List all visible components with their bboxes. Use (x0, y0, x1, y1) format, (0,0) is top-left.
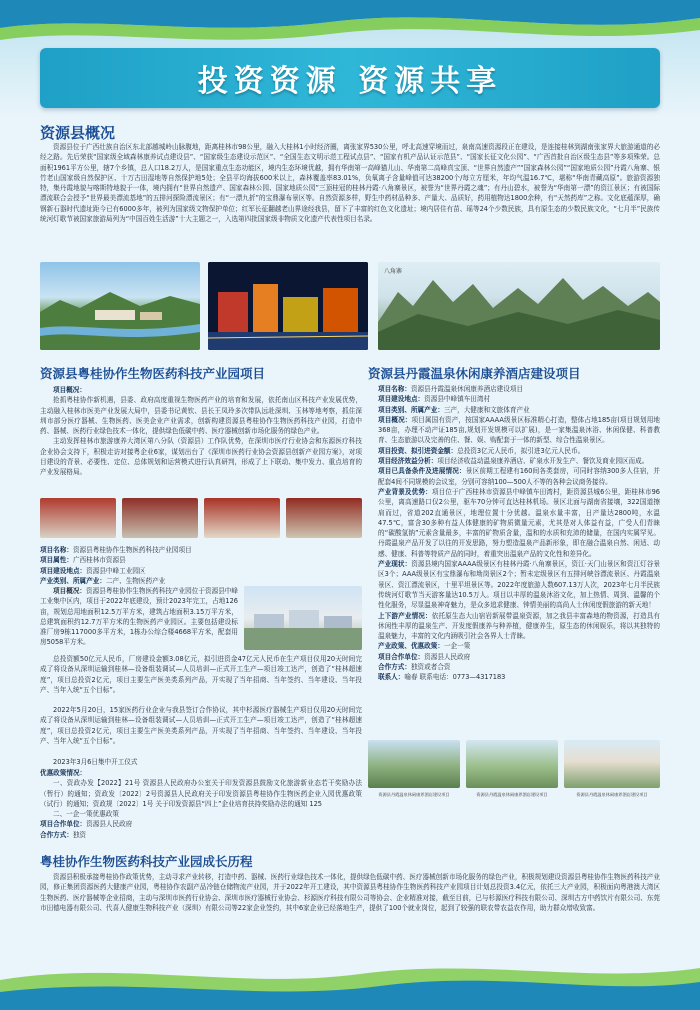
right-field-5: 项目经济效益分析：项目经济收益动温泉康养酒店、矿泉水开发生产、餐饮及商业园区而成。 (378, 457, 649, 466)
overview-title: 资源县概况 (40, 124, 116, 142)
left-intro-label: 项目概况： (53, 587, 87, 595)
left-project-title: 资源县粤桂协作生物医药科技产业园项目 (40, 366, 266, 381)
right-field-10: 产业政策、优惠政策：一企一策 (378, 642, 471, 651)
left-overview-label: 项目概况： (53, 386, 86, 394)
left-field-name: 项目名称：资源县粤桂协作生物医药科技产业园项目 (40, 546, 192, 554)
industrial-park-photo (244, 586, 362, 650)
right-field-1: 项目建设地点：资源县中峰镇车田湾村 (378, 395, 491, 404)
left-contact-unit: 项目合作单位：资源县人民政府 (40, 820, 133, 829)
hotel-photo-3 (564, 740, 660, 788)
left-overview (40, 385, 362, 478)
left-policy-label: 优惠政策情况： (40, 769, 87, 777)
night-town-photo (208, 262, 368, 350)
page-banner (40, 48, 660, 108)
left-text2: 主动发挥桂林市旅游康养大湾区第八分队（资源县）工作队优势，在深圳市医疗行业协会和东源医疗科技企业协会支持下，积极走访对接粤企业6家，谋划出台了《深圳市医药行业协会资源县创新产业园方案》，对项目建设的背景、必要性、定位、总体规划和运营模式进行认真研判，形成了上下联动、集中发力、重点培育的产业发展格局。 (40, 437, 362, 477)
left-field-attr: 项目属性：广西桂林市资源县 (40, 556, 126, 565)
danxia-mountains-photo (378, 262, 660, 350)
left-field-category: 产业类别、所属产业：二产、生物医药产业 (40, 576, 166, 585)
left-text3: 总投资额50亿元人民币，厂房建设金额3.08亿元，拟引进资金47亿元人民币在生产项目仪用20天时间完成了将设备从深圳运输到桂林—设备组装调试—人员培训—正式开工生产—项目竣工达产，创造了“桂林超速度”，项目总投资2亿元，项目主要生产医美类系列产品，开实现了当年招商、当年签约、当年建设、当年投产、当年入统“五个目标”。 (40, 655, 362, 694)
left-overview-text: 抢抓粤桂协作新机遇，县委、政府高度重视生物医药产业的培育和发展，依托南山区科技产业发展优势，主动融入桂林市医美产业发展大局中，县委书记黄钦、县长王凤玲多次带队远赴深圳、玉林等地考察，抓住深圳市部分医疗器械、生物医药、医美企业产业需求，创新构建资源县粤桂协作生物医药科技产业园，打造中药、器械、医药行业绿色技术一体化，提供绿色低碳中药、医疗器械创新市场化服务的绿色产业。 (40, 396, 362, 436)
hotel-caption-2: 资源县丹霞温泉休闲康养酒店建设项目 (476, 792, 548, 797)
meeting-photo-1 (40, 498, 116, 538)
history-text: 资源县积极承接粤桂协作政策优势，主动寻求产业转移，打造中药、器械、医药行业绿色技术一体化，提供绿色低碳中药、医疗器械创新市场化服务的绿色产业，积极规划建设资源县粤桂协作生物医药科技产业园，修正集团资源医药大健康产业园，粤桂协作农副产品冷链仓储物流产业园，并于2022年开工建设，其中资源县粤桂协作生物医药科技产业园项目计划总投资3.4亿元，依托三大产业园，积极面向粤港澳大湾区生物医药、医疗器械等企业招商，主动与深圳市医药行业协会、深圳市医疗器械行业协会、杉源医疗科技有限公司等协会、企业精准对接，截至目前，已与杉源医疗科技有限公司、深圳古方中药饮片有限公司、东莞市田德电器有限公司、代喜人健康生物科技产业（深圳）有限公司等22家企业签约，其中6家企业已经落地生产，提供了100个就业岗位，起到了较强的联农带农益农作用，助力群众增收致富。 (40, 873, 660, 912)
left-intro-text: 资源县粤桂协作生物医药科技产业园位于资源县中峰工业集中区内，项目于2022年底建设，预计2023年完工，占地126亩，规划总用地面积12.5万平方米，建筑占地面积3.15万平方米，总建筑面积约12.7万平方米的生物医药产业园区。主要包括建设标准厂房9栋117000多平方米，1栋办公综合楼4668平方米，配套用房5058平方米。 (40, 587, 239, 647)
city-river-photo (40, 262, 200, 350)
meeting-photo-2 (122, 498, 198, 538)
right-field-6: 项目已具备条件及进展情况：景区前期工程建有160间各类套房，可同时容纳300多人住宿，并配套4间不同规模的会议室，分别可容纳100—500人不等的各种会议商务接待。 (378, 467, 661, 486)
meeting-photo-3 (204, 498, 280, 538)
left-intro (40, 586, 238, 648)
right-field-9: 上下游产业情况：依托原生态大山宿岩新展带温泉资源，加之我县丰富森地的物资源，打造具有休闲性丰厚的温泉生产、开发度假康养与种养植，健康养生，原生态的休闲娱乐，将以其独特的温泉魅力，丰富的文化内涵吸引社会各界人士青睐。 (378, 611, 661, 641)
right-field-7: 产业背景及优势：项目位于广西桂林市资源县中峰镇车田湾村，距资源县城6公里，距桂林市96公里，离高速路口仅2公里，驱车70分钟可直达桂林机场。景区北面与湖南省接壤，322国道擦肩而过，省道202直通景区，地理位置十分优越。温泉水量丰富，日产量达2800吨，水温47.5℃，富含30多种有益人体健康的矿物质微量元素，尤其是对人体益有益，广受人们青睐的“碳酸氢钠”元素含量最多，丰富的矿物质含量，温和的水质和充沛的储量，在国内实属罕见。丹霞温泉产品开发了以往的开发思路，努力塑造温泉产品新形象，即在融合温泉自然、闲适、动感、健康、科普等特质产品的同时，着重突出温泉产品的文化性和差异化。 (378, 487, 660, 558)
hotel-caption-3: 资源县丹霞温泉休闲康养酒店建设项目 (576, 792, 648, 797)
left-policy-text: 一、资政办发【2022】21号 资源县人民政府办公室关于印发资源县鼓励文化旅游新业态若干奖励办法（暂行）的通知；资政发〔2022〕2号资源县人民政府关于印发资源县粤桂协作生物医药企业入园优惠政策（试行）的通知；资政规〔2022〕1号 关于印发资源县“四上”企业培育扶持奖励办法的通知 125 (40, 779, 362, 808)
bottom-wave-decoration (0, 940, 700, 1010)
left-policy-text2: 二、一企一策优惠政策 (53, 810, 119, 819)
right-field-11: 项目合作单位：资源县人民政府 (378, 652, 471, 661)
right-project-title: 资源县丹霞温泉休闲康养酒店建设项目 (368, 366, 581, 381)
meeting-photo-4 (286, 498, 362, 538)
right-field-0: 项目名称：资源县丹霞温泉休闲康养酒店建设项目 (378, 385, 524, 393)
history-title: 粤桂协作生物医药科技产业园成长历程 (40, 854, 253, 869)
left-contact-way: 合作方式：独资 (40, 830, 87, 839)
left-start-note: 2023年3月6日集中开工仪式 (53, 758, 138, 766)
right-fields (378, 384, 660, 683)
banner-title: 投资资源 资源共享 (197, 64, 503, 99)
right-field-8: 产业现状：资源县境内国家AAAA级景区有桂林丹霞·八角寨景区，资江·天门山景区和资江灯谷景区3个；AAA级景区有宝鼎瀑布和坳岗景区2个；暂未定级景区有五排河峡谷漂流景区、丹霞温泉景区、资江漂流景区，十里平坦景区等。2022年度旅游人数607.13万人次，2023年七月半民族传统河灯歌节当天游客量达10.5万人。项目以丰厚的温泉沐浴文化，加上热情、周到、温馨的个性化服务，尽显温泉神奇魅力，是众多追求健康、钟情美丽的高尚人士休闲度假旅游的新天地！ (378, 560, 660, 610)
left-field-location: 项目建设地点：资源县中峰工业园区 (40, 566, 146, 575)
left-policy (40, 768, 362, 840)
hotel-caption-1: 资源县丹霞温泉休闲康养酒店建设项目 (378, 792, 450, 797)
overview-text: 资源县位于广西壮族自治区东北部越城岭山脉腹地，距离桂林市98公里，融入大桂林1小时经济圈，离张家界530公里，呼北高速穿境而过，泉南高速资源段正在建设，是连接桂林到湖南张家界大旅游通道的必经之路。先后荣获“国家级全域森林康养试点建设县”、“国家级生态建设示范区”、“全国生态文明示范工程试点县”、“国家有机产品认证示范县”、“国家长征文化公园”、“广西首批自治区级生态县”等多项殊荣。总面积1961平方公里，辖7个乡镇，总人口18.2万人，是国家重点生态功能区，境内生态环境优越，拥有华南第一高峰猫儿山、华南第二高峰真宝顶、“世界自然遗产”“国家森林公园”“国家地质公园”丹霞八角寨、银竹老山国家级自然保护区、十万古田湿地等自然保护地5处；全县平均海拔600米以上，森林覆盖率83.01%，负氧离子含量峰值可达38200个/每立方厘米，年均气温16.7℃，堪称“华南青藏高原”。旅游资源独特，集丹霞地貌与喀斯特地貌于一体，境内拥有“世界自然遗产、国家森林公园、国家地质公园”三顶桂冠的桂林丹霞·八角寨景区，被誉为“世界丹霞之魂”；有丹山碧水，被誉为“华南第一漂”的资江景区；有被国际漂流联合会授予“世界最美漂流基地”的五排河探险漂流景区；有“一漂九折”的宝鼎瀑布景区等。自然资源多样，野生中药材品种多、产量大、品质好，药用植物达1800余种，有“天然药库”之称。文化底蕴深厚，确钢新石器时代遗址距今已有6000多年，被列为国家级文物保护单位；红军长征翻越老山界途经我县，留下了丰富的红色文化遗址；境内居住有苗、瑶等24个少数民族，具有原生态的少数民族文化，“七月半”民族传统河灯歌节被国家旅游局列为“中国百姓生活游”十大主题之一，入选第四批国家级非物质文化遗产代表性项目名录。 (40, 143, 660, 224)
hotel-photo-1 (368, 740, 460, 788)
right-field-4: 项目投资、拟引进资金额：总投资3亿元人民币，拟引进3亿元人民币。 (378, 446, 585, 455)
right-field-12: 合作方式：独资或者合资 (378, 663, 451, 672)
meeting-photo-strip (40, 498, 362, 538)
right-field-13: 联系人：喻春 联系电话：0773—4317183 (378, 673, 506, 682)
left-text4: 2022年5月20日，15家医药行业企业与我县签订合作协议，其中杉源医疗器械生产项目仅用20天时间完成了将设备从深圳运输到桂林—设备组装调试—人员培训—正式开工生产—项目竣工达产，创造了“桂林超速度”，项目总投资2亿元，项目主要生产医美类系列产品，开实现了当年招商、当年签约、当年建设、当年投产、当年入统“五个目标”。 (40, 706, 362, 745)
mountains-label: 八角寨 (384, 268, 403, 275)
right-field-3: 项目概况：项目属国有资产，按国家AAAA级景区标准精心打造，整体占地185亩(项目规划用地368亩，办理不动产证185亩,规划开发规模可以扩展)，是一家集温泉沐浴、休闲保健、科普教育、生态旅游以及完善的住、餐、娱、购配套于一体的新型、综合性温泉景区。 (378, 415, 660, 445)
right-field-2: 项目类别、所属产业：三产，大健康和文旅体育产业 (378, 405, 530, 414)
left-fields (40, 545, 362, 586)
hotel-photo-2 (466, 740, 558, 788)
